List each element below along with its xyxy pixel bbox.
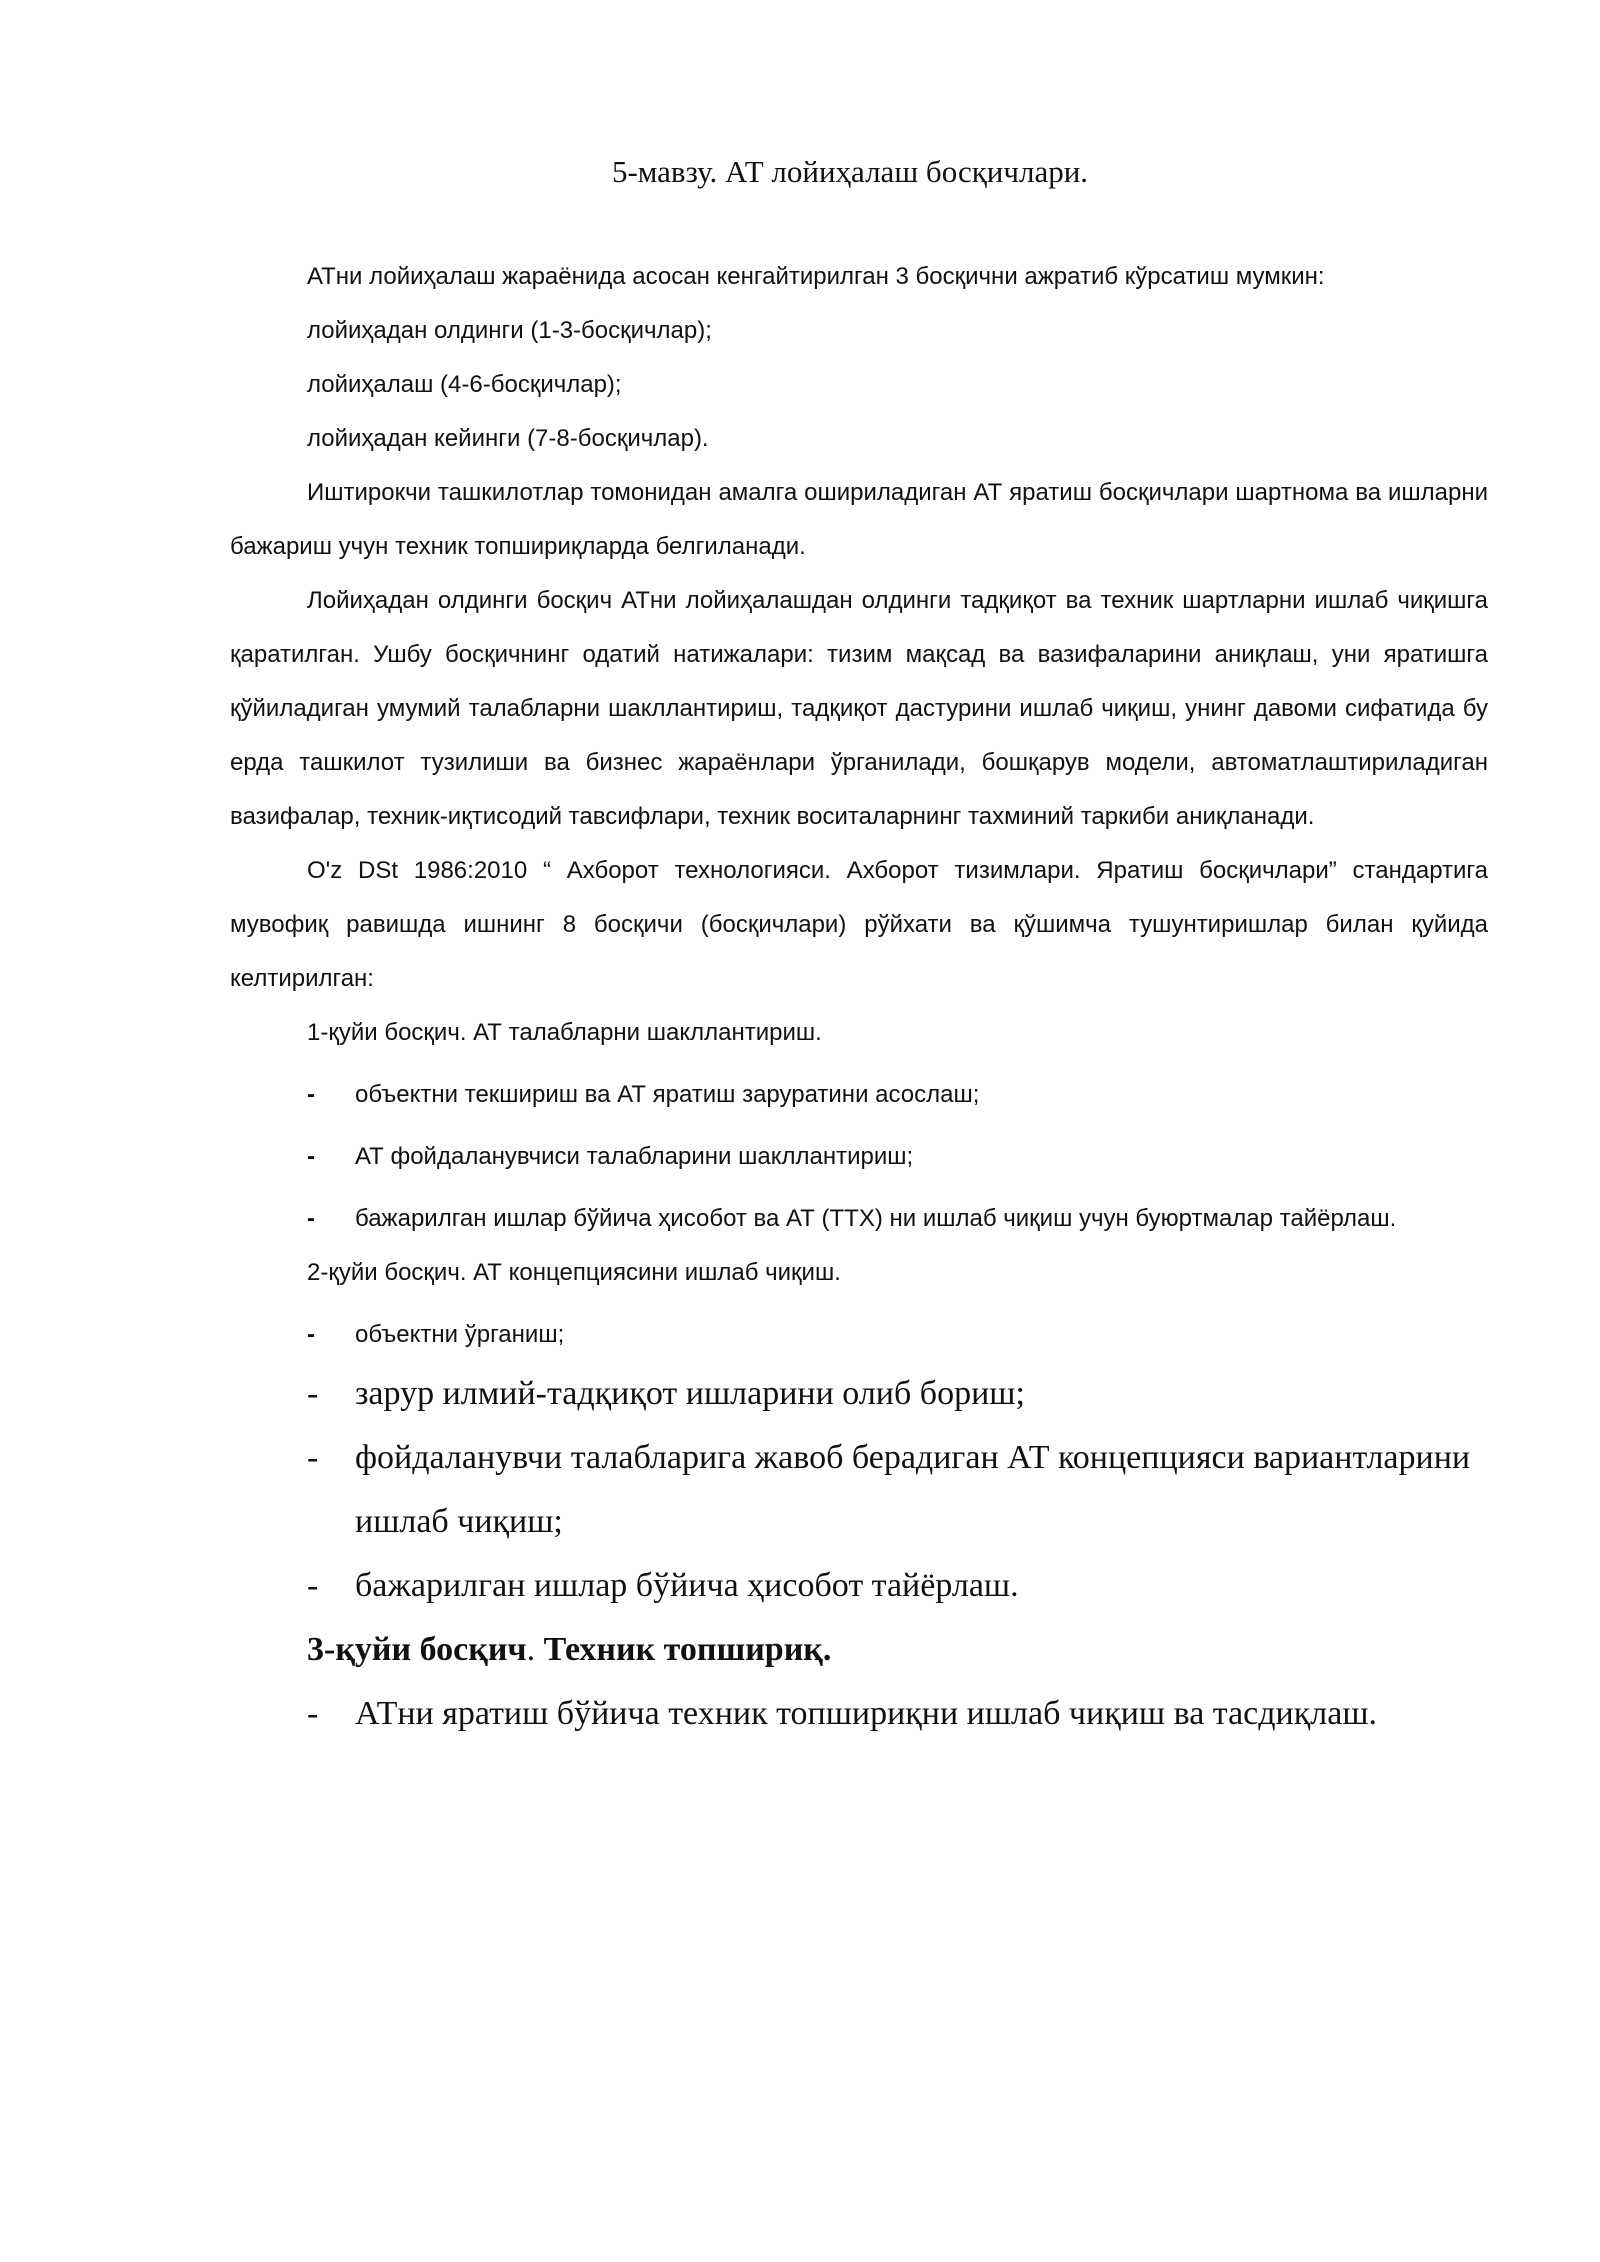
step1-title: 1-қуйи босқич. АТ талабларни шакллантириш.	[307, 1019, 822, 1046]
list-item-text: АТ фойдаланувчиси талабларини шакллантириш;	[355, 1143, 914, 1170]
step3-title-sep: .	[526, 1631, 544, 1668]
dash-bullet: -	[307, 1439, 319, 1476]
preproject-paragraph: Лойиҳадан олдинги босқич АТни лойиҳалашдан олдинги тадқиқот ва техник шартларни ишлаб чиқишга қаратилган. Ушбу босқичнинг одатий натижалари: тизим мақсад ва вазифаларини аниқлаш, уни яратишга қўйиладиган умумий талабларни шакллантириш, тадқиқот дастурини ишлаб чиқиш, унинг давоми сифатида бу ерда ташкилот тузилиши ва бизнес жараёнлари ўрганилади, бошқарув модели, автоматлаштириладиган вазифалар, техник-иқтисодий тавсифлари, техник воситаларнинг тахминий таркиби аниқланади.	[230, 587, 1488, 830]
list-item-text: АТни яратиш бўйича техник топшириқни ишлаб чиқиш ва тасдиқлаш.	[355, 1695, 1378, 1732]
phase-item: лойиҳадан олдинги (1-3-босқичлар);	[307, 317, 712, 344]
dash-bullet: -	[307, 1567, 319, 1604]
intro-paragraph: АТни лойиҳалаш жараёнида асосан кенгайтирилган 3 босқични ажратиб кўрсатиш мумкин:	[307, 263, 1325, 290]
step3-list	[230, 1682, 1488, 1746]
step2-list-small	[230, 1308, 1488, 1362]
step3-title	[230, 1618, 1488, 1682]
dash-bullet: -	[307, 1375, 319, 1412]
dash-bullet: -	[307, 1695, 319, 1732]
step2-title: 2-қуйи босқич. АТ концепциясини ишлаб чиқиш.	[307, 1259, 841, 1286]
list-item-text: объектни текшириш ва АТ яратиш заруратини асослаш;	[355, 1081, 980, 1108]
list-item-text: бажарилган ишлар бўйича ҳисобот тайёрлаш.	[355, 1567, 1019, 1604]
list-item	[230, 1554, 1488, 1618]
list-item-text: бажарилган ишлар бўйича ҳисобот ва АТ (ТТХ) ни ишлаб чиқиш учун буюртмалар тайёрлаш.	[355, 1205, 1397, 1232]
list-item-text: объектни ўрганиш;	[355, 1321, 565, 1348]
page-title: 5-мавзу. АТ лойиҳалаш босқичлари.	[611, 154, 1089, 189]
list-item	[230, 1426, 1488, 1554]
step3-title-part2: Техник топшириқ.	[543, 1631, 832, 1668]
list-item-text: фойдаланувчи талабларига жавоб берадиган АТ концепцияси вариантларини ишлаб чиқиш;	[355, 1439, 1471, 1540]
step2-list-large	[230, 1362, 1488, 1618]
phase-item: лойиҳадан кейинги (7-8-босқичлар).	[307, 425, 709, 452]
list-item-text: зарур илмий-тадқиқот ишларини олиб бориш;	[355, 1375, 1025, 1412]
step1-list	[230, 1068, 1488, 1246]
dash-bullet: -	[307, 1081, 315, 1108]
list-item	[230, 1130, 1488, 1184]
list-item	[230, 1682, 1488, 1746]
dash-bullet: -	[307, 1143, 315, 1170]
step3-title-part1: 3-қуйи босқич	[307, 1631, 527, 1668]
list-item	[230, 1308, 1488, 1362]
standard-paragraph: O'z DSt 1986:2010 “ Ахборот технологияси. Ахборот тизимлари. Яратиш босқичлари” стандартига мувофиқ равишда ишнинг 8 босқичи (босқичлари) рўйхати ва қўшимча тушунтиришлар билан қуйида келтирилган:	[230, 857, 1488, 992]
list-item	[230, 1068, 1488, 1122]
list-item	[230, 1192, 1488, 1246]
participants-paragraph: Иштирокчи ташкилотлар томонидан амалга ошириладиган АТ яратиш босқичлари шартнома ва ишларни бажариш учун техник топшириқларда белгиланади.	[230, 479, 1488, 560]
dash-bullet: -	[307, 1321, 315, 1348]
dash-bullet: -	[307, 1205, 315, 1232]
phase-item: лойиҳалаш (4-6-босқичлар);	[307, 371, 622, 398]
list-item	[230, 1362, 1488, 1426]
document-body	[230, 250, 1488, 1746]
